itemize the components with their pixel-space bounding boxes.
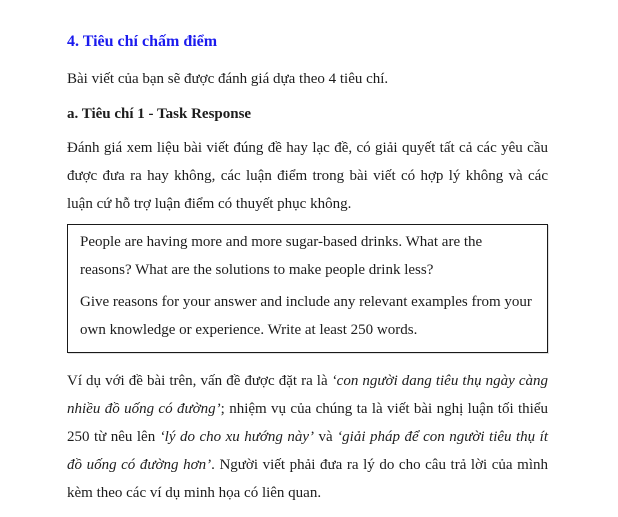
text-run: ; nhiệm vụ của chúng ta là viết bài nghị luận tối thiểu 250 từ nêu lên [67,401,549,445]
writing-prompt-box [67,224,548,353]
italic-run: ‘giải pháp để con người tiêu thụ ít đồ uống có đường hơn’ [67,429,548,473]
section-heading: 4. Tiêu chí chấm điểm [67,33,218,50]
text-run: Ví dụ với đề bài trên, vấn đề được đặt ra là [67,373,332,389]
italic-run: ‘lý do cho xu hướng này’ [159,429,315,445]
criterion-description: Đánh giá xem liệu bài viết đúng đề hay lạc đề, có giải quyết tất cả các yêu cầu được đưa ra hay không, các luận điểm trong bài viết có hợp lý không và các luận cứ hỗ trợ luận điểm có thuyết phục không. [67,140,548,212]
example-paragraph [67,367,548,507]
prompt-paragraph-2: Give reasons for your answer and include any relevant examples from your own knowledge or experience. Write at least 250 words. [80,294,532,338]
prompt-paragraph-1: People are having more and more sugar-based drinks. What are the reasons? What are the solutions to make people drink less? [80,234,483,278]
criterion-heading: a. Tiêu chí 1 - Task Response [67,106,252,122]
text-run: . Người viết phải đưa ra lý do cho câu trả lời của mình kèm theo các ví dụ minh họa có liên quan. [67,457,548,501]
intro-paragraph: Bài viết của bạn sẽ được đánh giá dựa theo 4 tiêu chí. [67,71,389,87]
text-run: và [314,429,338,445]
italic-run: ‘con người dang tiêu thụ ngày càng nhiều đồ uống có đường’ [67,373,548,417]
